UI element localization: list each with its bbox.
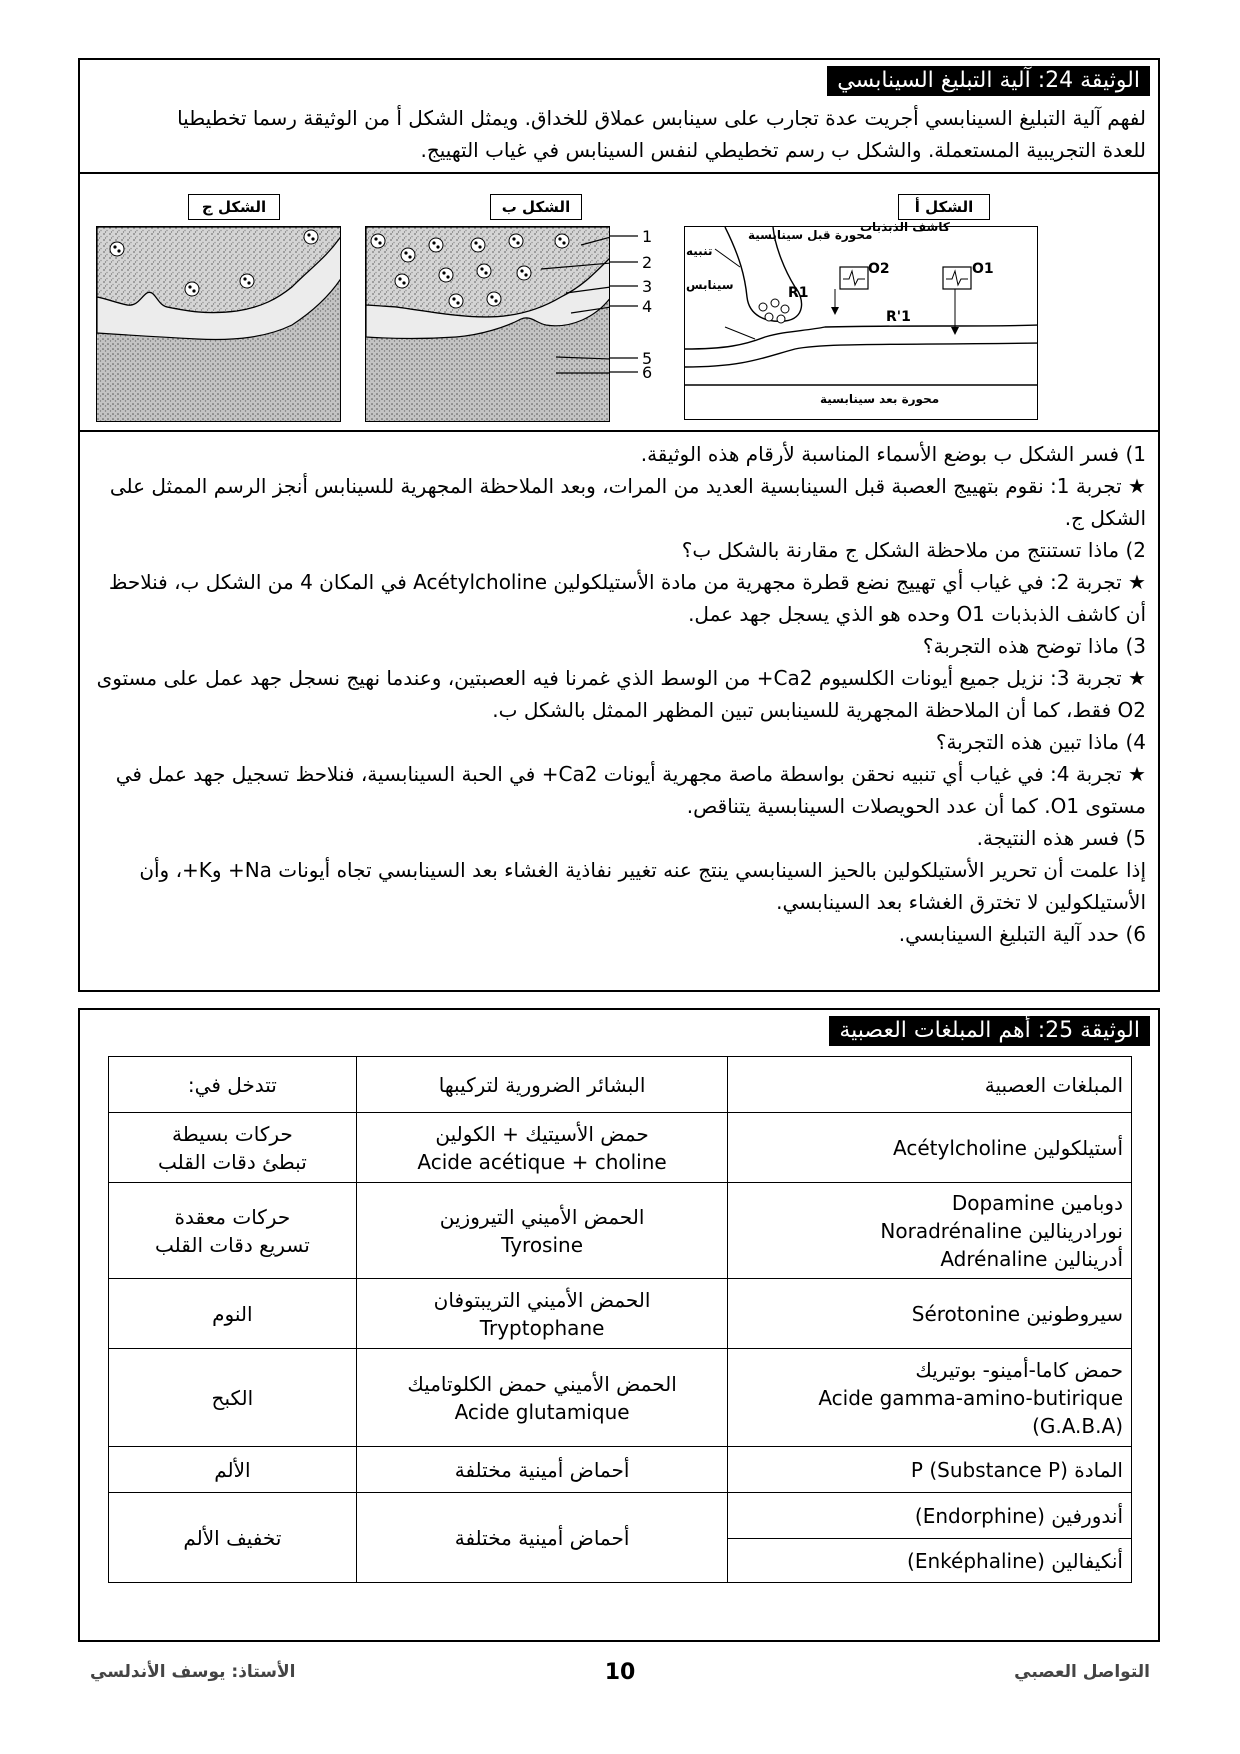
figure-a-label: الشكل أ <box>898 194 990 220</box>
intro-line-1: لفهم آلية التبليغ السينابسي أجريت عدة تجارب على سينابس عملاق للخداق. ويمثل الشكل أ من الوثيقة رسما تخطيطيا <box>177 106 1146 130</box>
table-header-row <box>109 1057 1132 1113</box>
document-25 <box>78 1008 1160 1642</box>
cell-name: أنكيفالين (Enképhaline) <box>728 1539 1132 1583</box>
experiment-3: ★ تجربة 3: نزيل جميع أيونات الكلسيوم Ca2+ من الوسط الذي غمرنا فيه العصبتين، وعندما نهيج نسجل جهد عمل على مستوى O2 فقط، كما أن الملاحظة المجهرية للسينابس تبين المظهر الممثل بالشكل ب. <box>92 662 1146 726</box>
figure-a-diagram <box>684 226 1038 420</box>
cell-role: حركات بسيطة تبطئ دقات القلب <box>109 1113 357 1183</box>
electrode-r1-label: R1 <box>788 285 809 301</box>
question-6: 6) حدد آلية التبليغ السينابسي. <box>898 922 1146 946</box>
cell-role: النوم <box>109 1279 357 1349</box>
figure-b-drawing <box>366 227 610 422</box>
question-1: 1) فسر الشكل ب بوضع الأسماء المناسبة لأرقام هذه الوثيقة. <box>640 442 1146 466</box>
cell-name: أندورفين (Endorphine) <box>728 1493 1132 1539</box>
header-neurotransmitters: المبلغات العصبية <box>728 1057 1132 1113</box>
figure-b-micrograph <box>365 226 610 422</box>
footer-author: الأستاذ: يوسف الأندلسي <box>90 1662 296 1682</box>
intro-line-2: للعدة التجريبية المستعملة. والشكل ب رسم تخطيطي لنفس السينابس في غياب التهييج. <box>420 138 1146 162</box>
cell-precursor: أحماض أمينية مختلفة <box>356 1447 728 1493</box>
label-number-1: 1 <box>642 227 653 246</box>
cell-precursor: أحماض أمينية مختلفة <box>356 1493 728 1583</box>
divider <box>80 172 1158 174</box>
cell-name: سيروطونين Sérotonine <box>728 1279 1132 1349</box>
question-5: 5) فسر هذه النتيجة. <box>976 826 1146 850</box>
cell-name: أستيلكولين Acétylcholine <box>728 1113 1132 1183</box>
synapse-label: سينابس <box>686 278 734 292</box>
question-3: 3) ماذا توضح هذه التجربة؟ <box>922 634 1146 658</box>
cell-role: الكبح <box>109 1349 357 1447</box>
doc25-title: الوثيقة 25: أهم المبلغات العصبية <box>829 1016 1150 1046</box>
electrode-o2-label: O2 <box>868 261 890 277</box>
header-precursors: البشائر الضرورية لتركيبها <box>356 1057 728 1113</box>
question-4: 4) ماذا تبين هذه التجربة؟ <box>935 730 1146 754</box>
doc24-questions <box>92 438 1146 950</box>
cell-name: دوبامين Dopamine نورادرينالين Noradrénaline أدرينالين Adrénaline <box>728 1183 1132 1279</box>
header-role: تتدخل في: <box>109 1057 357 1113</box>
table-row <box>109 1447 1132 1493</box>
question-2: 2) ماذا تستنتج من ملاحظة الشكل ج مقارنة بالشكل ب؟ <box>681 538 1146 562</box>
cell-precursor: الحمض الأميني التيروزين Tyrosine <box>356 1183 728 1279</box>
neurotransmitter-table <box>108 1056 1132 1583</box>
figure-b-pointers <box>610 226 640 422</box>
post-synaptic-axon-label: محورة بعد سينابسية <box>820 392 940 406</box>
figure-c-drawing <box>97 227 341 422</box>
doc24-title: الوثيقة 24: آلية التبليغ السينابسي <box>827 66 1150 96</box>
table-row <box>109 1113 1132 1183</box>
divider <box>80 430 1158 432</box>
label-number-5: 5 <box>642 349 653 368</box>
cell-name: حمض كاما-أمينو- بوتيريك Acide gamma-amino-butirique (G.A.B.A) <box>728 1349 1132 1447</box>
label-number-2: 2 <box>642 253 653 272</box>
label-number-3: 3 <box>642 277 653 296</box>
info-statement: إذا علمت أن تحرير الأستيلكولين بالحيز السينابسي ينتج عنه تغيير نفاذية الغشاء بعد السينابسي تجاه أيونات Na+ وK+، وأن الأستيلكولين لا تخترق الغشاء بعد السينابسي. <box>139 858 1146 914</box>
label-number-4: 4 <box>642 297 653 316</box>
experiment-1: ★ تجربة 1: نقوم بتهييج العصبة قبل السينابسية العديد من المرات، وبعد الملاحظة المجهرية للسينابس أنجز الرسم الممثل على الشكل ج. <box>92 470 1146 534</box>
document-24 <box>78 58 1160 992</box>
cell-role: تخفيف الألم <box>109 1493 357 1583</box>
table-row <box>109 1349 1132 1447</box>
figure-c-label: الشكل ج <box>188 194 280 220</box>
cell-precursor: الحمض الأميني التريبتوفان Tryptophane <box>356 1279 728 1349</box>
figure-c-micrograph <box>96 226 341 422</box>
table-row <box>109 1493 1132 1539</box>
table-row <box>109 1279 1132 1349</box>
cell-name: المادة P (Substance P) <box>728 1447 1132 1493</box>
cell-role: حركات معقدة تسريع دقات القلب <box>109 1183 357 1279</box>
cell-precursor: حمض الأسيتيك + الكولين Acide acétique + choline <box>356 1113 728 1183</box>
page-number: 10 <box>604 1660 636 1685</box>
table-row <box>109 1183 1132 1279</box>
label-number-6: 6 <box>642 363 653 382</box>
figure-b-label: الشكل ب <box>490 194 582 220</box>
experiment-4: ★ تجربة 4: في غياب أي تنبيه نحقن بواسطة ماصة مجهرية أيونات Ca2+ في الحبة السينابسية، فنلاحظ تسجيل جهد عمل في مستوى O1. كما أن عدد الحويصلات السينابسية يتناقص. <box>92 758 1146 822</box>
oscilloscope-label: كاشف الذبذبات <box>860 220 950 234</box>
experiment-2: ★ تجربة 2: في غياب أي تهييج نضع قطرة مجهرية من مادة الأستيلكولين Acétylcholine في المكان 4 من الشكل ب، فنلاحظ أن كاشف الذبذبات O1 وحده هو الذي يسجل جهد عمل. <box>92 566 1146 630</box>
cell-precursor: الحمض الأميني حمض الكلوتاميك Acide glutamique <box>356 1349 728 1447</box>
electrode-o1-label: O1 <box>972 261 994 277</box>
cell-role: الألم <box>109 1447 357 1493</box>
pre-synaptic-axon-label: محورة قبل سينابسية <box>748 228 873 242</box>
electrode-r1-prime-label: R'1 <box>886 309 911 325</box>
stimulus-label: تنبيه <box>686 244 713 258</box>
doc24-intro <box>92 102 1146 166</box>
footer-subject: التواصل العصبي <box>1014 1662 1150 1682</box>
